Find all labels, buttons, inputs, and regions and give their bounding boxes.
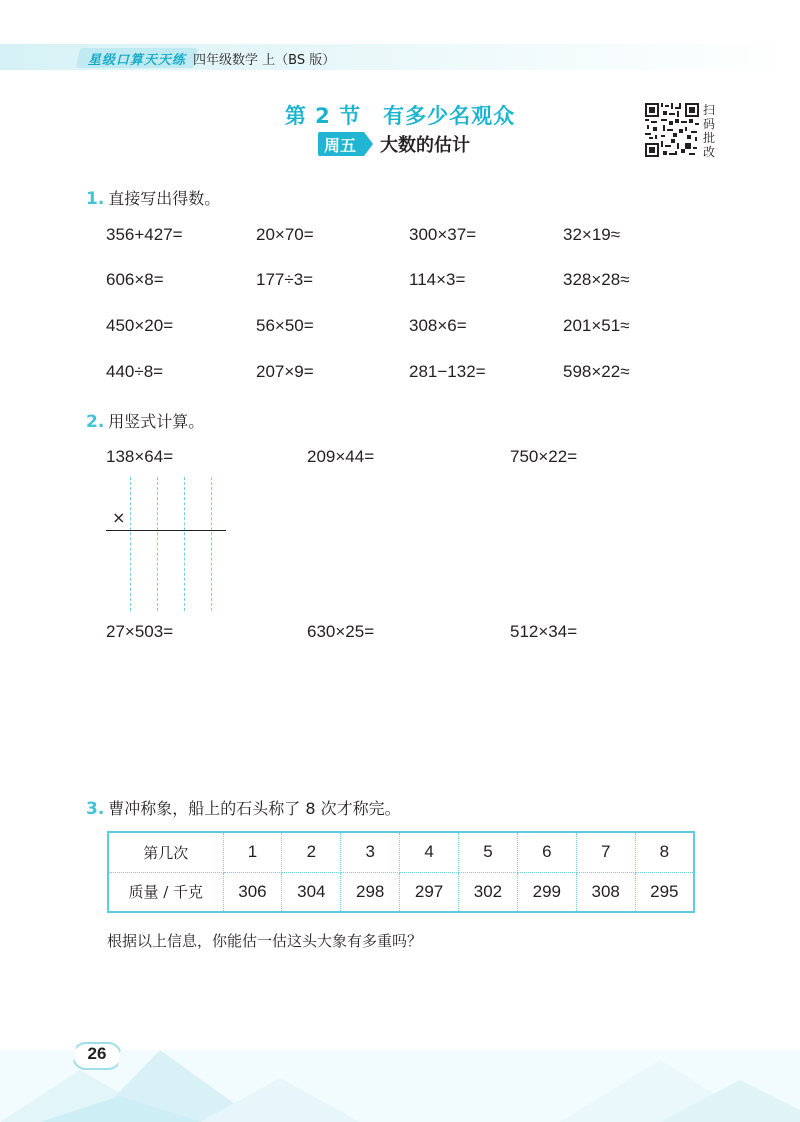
q1-expression: 20×70=	[256, 225, 314, 244]
q1-expression: 440÷8=	[106, 362, 164, 381]
series-tag	[76, 48, 198, 68]
trial-cell: 7	[576, 832, 635, 872]
trial-cell: 4	[400, 832, 459, 872]
q1-expression: 32×19≈	[563, 225, 621, 244]
q2-expression: 630×25=	[307, 622, 375, 641]
weight-cell: 295	[635, 872, 694, 912]
q1-expression: 56×50=	[256, 316, 314, 335]
q1-expression: 598×22≈	[563, 362, 630, 381]
question-1-heading	[86, 186, 220, 209]
weight-cell: 306	[223, 872, 282, 912]
day-topic: 大数的估计	[380, 135, 471, 156]
question-1-number: 1.	[86, 189, 105, 209]
book-title: 四年级数学 上（BS 版）	[193, 53, 336, 68]
q1-expression: 300×37=	[409, 225, 477, 244]
q1-expression: 308×6=	[409, 316, 467, 335]
q2-expression: 209×44=	[307, 447, 375, 466]
question-1-text: 直接写出得数。	[108, 189, 221, 208]
trial-cell: 1	[223, 832, 282, 872]
calc-underline	[106, 530, 226, 531]
q1-expression: 207×9=	[256, 362, 314, 381]
q1-expression: 606×8=	[106, 270, 164, 289]
calc-guide-line	[211, 477, 212, 611]
trial-cell: 3	[341, 832, 400, 872]
q1-expression: 114×3=	[409, 270, 466, 289]
q1-expression: 450×20=	[106, 316, 174, 335]
row-header-weight: 质量 / 千克	[108, 872, 223, 912]
question-3-number: 3.	[86, 799, 105, 819]
trial-cell: 6	[517, 832, 576, 872]
weight-cell: 308	[576, 872, 635, 912]
question-2-text: 用竖式计算。	[108, 412, 205, 431]
section-title: 第 2 节 有多少名观众	[284, 104, 516, 128]
qr-label: 扫码批改	[703, 103, 716, 159]
question-3-heading	[86, 796, 401, 819]
calc-guide-line	[157, 477, 158, 611]
weight-table	[107, 831, 695, 913]
question-2-number: 2.	[86, 412, 105, 432]
weight-cell: 297	[400, 872, 459, 912]
page-number: 26	[87, 1044, 107, 1063]
calc-guide-line	[184, 477, 185, 611]
q1-expression: 328×28≈	[563, 270, 630, 289]
table-row	[108, 832, 694, 872]
estimate-question: 根据以上信息，你能估一估这头大象有多重吗？	[107, 932, 423, 950]
q1-expression: 177÷3=	[256, 270, 314, 289]
day-badge: 周五	[318, 132, 364, 156]
row-header-trial: 第几次	[108, 832, 223, 872]
weight-cell: 298	[341, 872, 400, 912]
q2-expression: 512×34=	[510, 622, 578, 641]
weight-cell: 304	[282, 872, 341, 912]
q2-expression: 750×22=	[510, 447, 578, 466]
trial-cell: 5	[459, 832, 518, 872]
trial-cell: 8	[635, 832, 694, 872]
question-3-text: 曹冲称象，船上的石头称了 8 次才称完。	[108, 799, 401, 818]
q2-expression: 27×503=	[106, 622, 174, 641]
q1-expression: 281−132=	[409, 362, 486, 381]
day-row	[318, 132, 470, 156]
times-sign: ×	[112, 508, 126, 527]
trial-cell: 2	[282, 832, 341, 872]
question-2-heading	[86, 409, 204, 432]
table-row	[108, 872, 694, 912]
weight-cell: 299	[517, 872, 576, 912]
weight-cell: 302	[459, 872, 518, 912]
q1-expression: 356+427=	[106, 225, 183, 244]
calc-guide-line	[130, 477, 131, 611]
series-name: 星级口算天天练	[88, 52, 187, 68]
q1-expression: 201×51≈	[563, 316, 630, 335]
qr-code-icon[interactable]	[645, 103, 699, 157]
q2-expression: 138×64=	[106, 447, 174, 466]
